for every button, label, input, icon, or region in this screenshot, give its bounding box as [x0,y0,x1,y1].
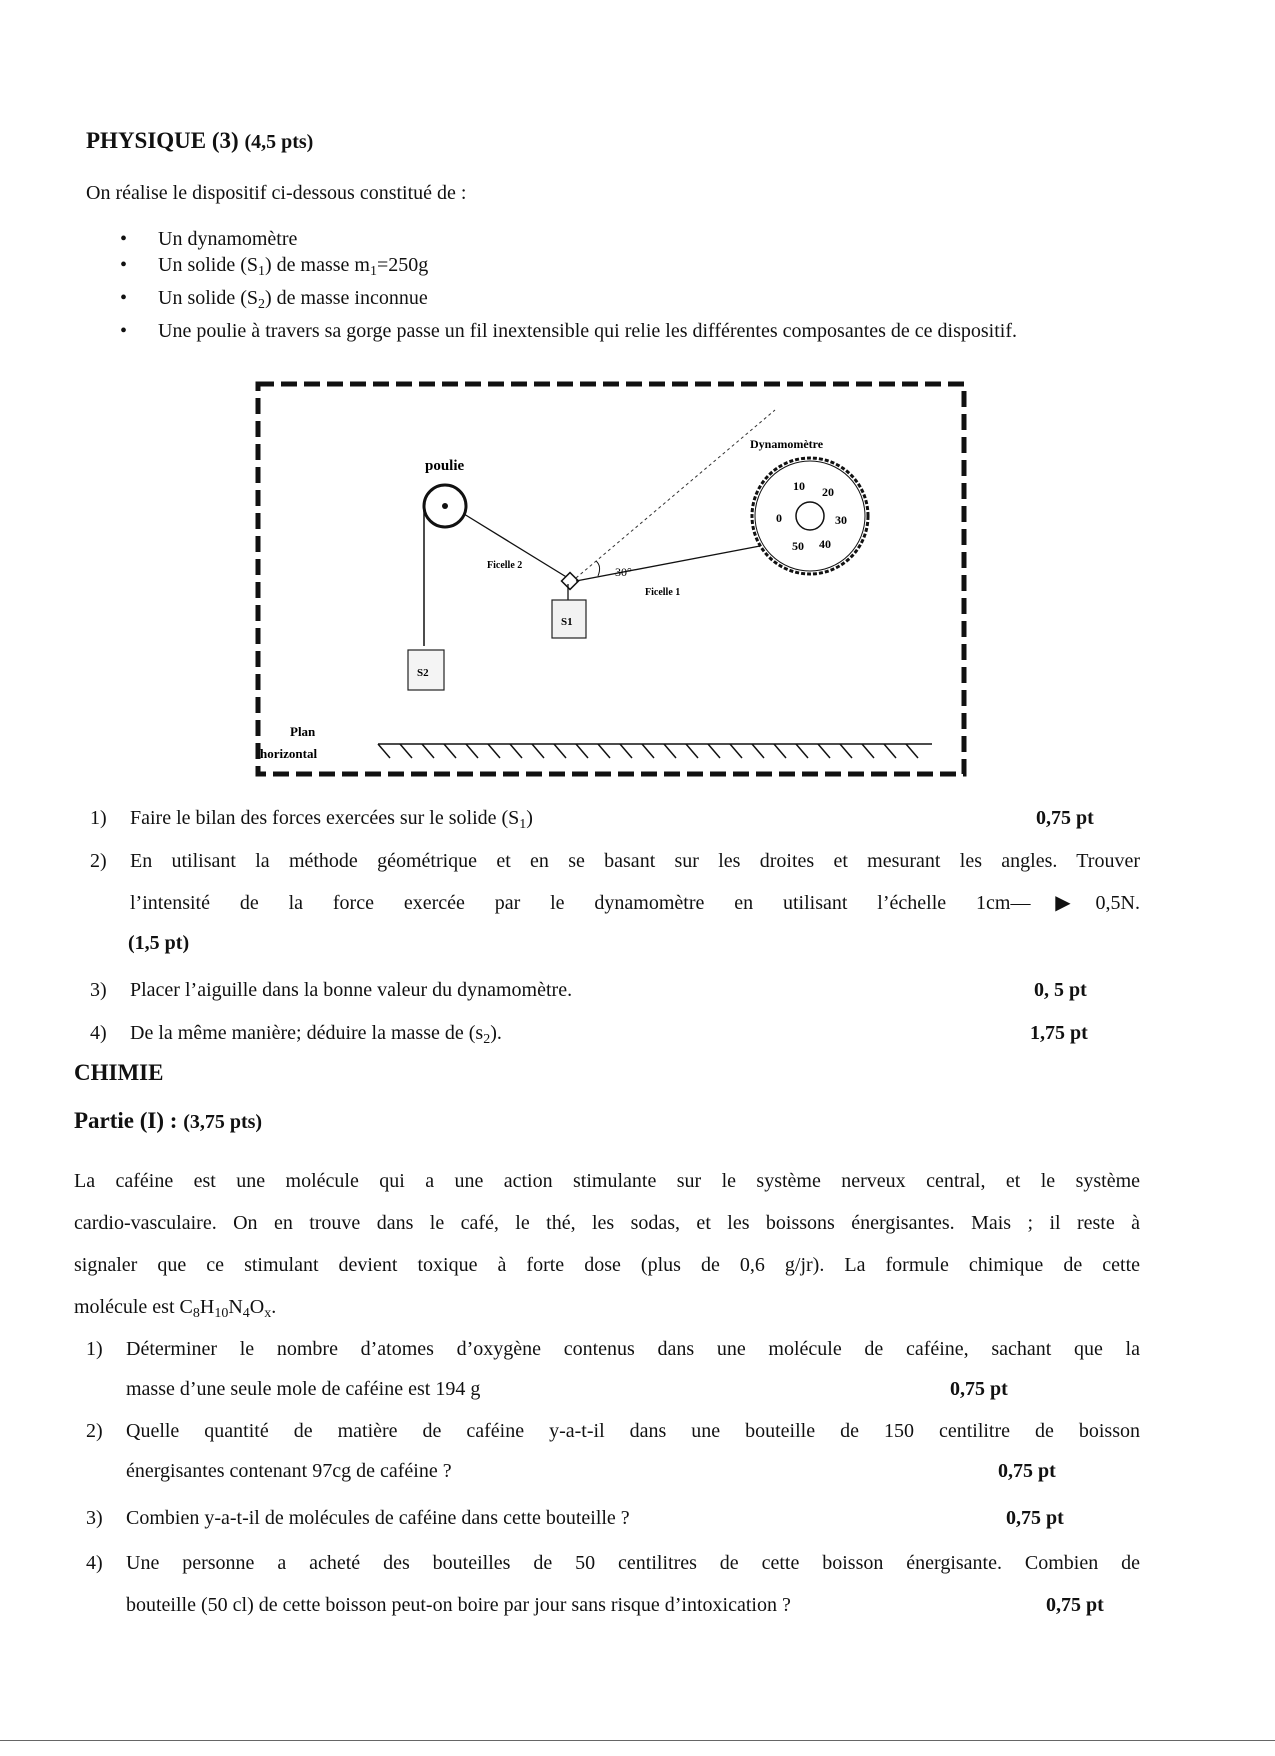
list-item: • Un dynamomètre [120,226,1160,252]
points-badge: 0,75 pt [1006,1507,1064,1529]
paragraph-line: La caféine est une molécule qui a une action stimulante sur le système nerveux central, et le système [74,1170,1140,1192]
angle-arc [596,561,600,576]
horizontal-label: horizontal [260,746,318,761]
footer-rule [0,1740,1275,1741]
dial-number: 30 [835,513,847,527]
string-ficelle-1 [576,546,760,581]
caffeine-formula: $C_8H_{10}N_4O_x$. [179,1296,277,1321]
points-badge: 1,75 pt [1030,1022,1088,1044]
dial-number: 40 [819,537,831,551]
list-item: • Une poulie à travers sa gorge passe un fil inextensible qui relie les différentes composantes de ce dispositif. [120,318,1158,344]
pulley-label: poulie [425,458,465,474]
caffeine-paragraph [74,1160,1140,1335]
chimie-question-1-line2: masse d’une seule mole de caféine est 194 g [126,1378,481,1400]
s2-label: S2 [417,667,429,679]
paragraph-line: signaler que ce stimulant devient toxique à forte dose (plus de 0,6 g/jr). La formule chimique de cette [74,1254,1140,1276]
pulley-diagram [250,378,972,783]
partie-points: (3,75 pts) [183,1111,263,1133]
partie-title-text: Partie (I) : [74,1108,178,1133]
list-item: • Un solide $(S_1)$ de masse $m_1=250g$ [120,252,1160,285]
dial-number: 0 [776,511,782,525]
physique-title [86,128,313,154]
points-badge: 0,75 pt [998,1460,1056,1482]
points-badge: 0,75 pt [1046,1594,1104,1616]
chimie-question-2-line2: énergisantes contenant 97cg de caféine ? [126,1460,452,1482]
ground-hatching [378,744,932,758]
construction-line [576,410,775,578]
partie-title [74,1108,262,1134]
chimie-title: CHIMIE [74,1060,164,1085]
angle-label: 30° [615,565,632,579]
points-badge: 0, 5 pt [1034,979,1087,1001]
pulley-icon [424,485,466,527]
dial-number: 10 [793,479,805,493]
diagram-frame [258,384,964,774]
points-badge: (1,5 pt) [128,932,190,954]
list-item: • Un solide $(S_2)$ de masse inconnue [120,285,1160,318]
paragraph-line: molécule est $C_8H_{10}N_4O_x$. [74,1296,277,1321]
dynamometer-label: Dynamomètre [750,437,824,451]
s1-label: S1 [561,616,573,628]
ficelle-1-label: Ficelle 1 [645,587,681,598]
paragraph-line: cardio-vasculaire. On en trouve dans le café, le thé, les sodas, et les boissons énergisantes. Mais ; il reste à [74,1212,1140,1234]
points-badge: 0,75 pt [1036,807,1094,829]
physique-title-text: PHYSIQUE (3) [86,128,239,153]
physique-points: (4,5 pts) [244,131,314,153]
chimie-question-4-line2: bouteille (50 cl) de cette boisson peut-on boire par jour sans risque d’intoxication ? [126,1594,791,1616]
dial-number: 20 [822,485,834,499]
points-badge: 0,75 pt [950,1378,1008,1400]
component-list [120,226,1160,344]
dial-number: 50 [792,539,804,553]
physique-question-2-line2: l’intensité de la force exercée par le dynamomètre en utilisant l’échelle 1cm—▶0,5N. [130,892,1140,914]
ficelle-2-label: Ficelle 2 [487,560,523,571]
plan-label: Plan [290,724,316,739]
physique-intro: On réalise le dispositif ci-dessous constitué de : [86,182,467,204]
dynamometer-icon [752,458,868,574]
